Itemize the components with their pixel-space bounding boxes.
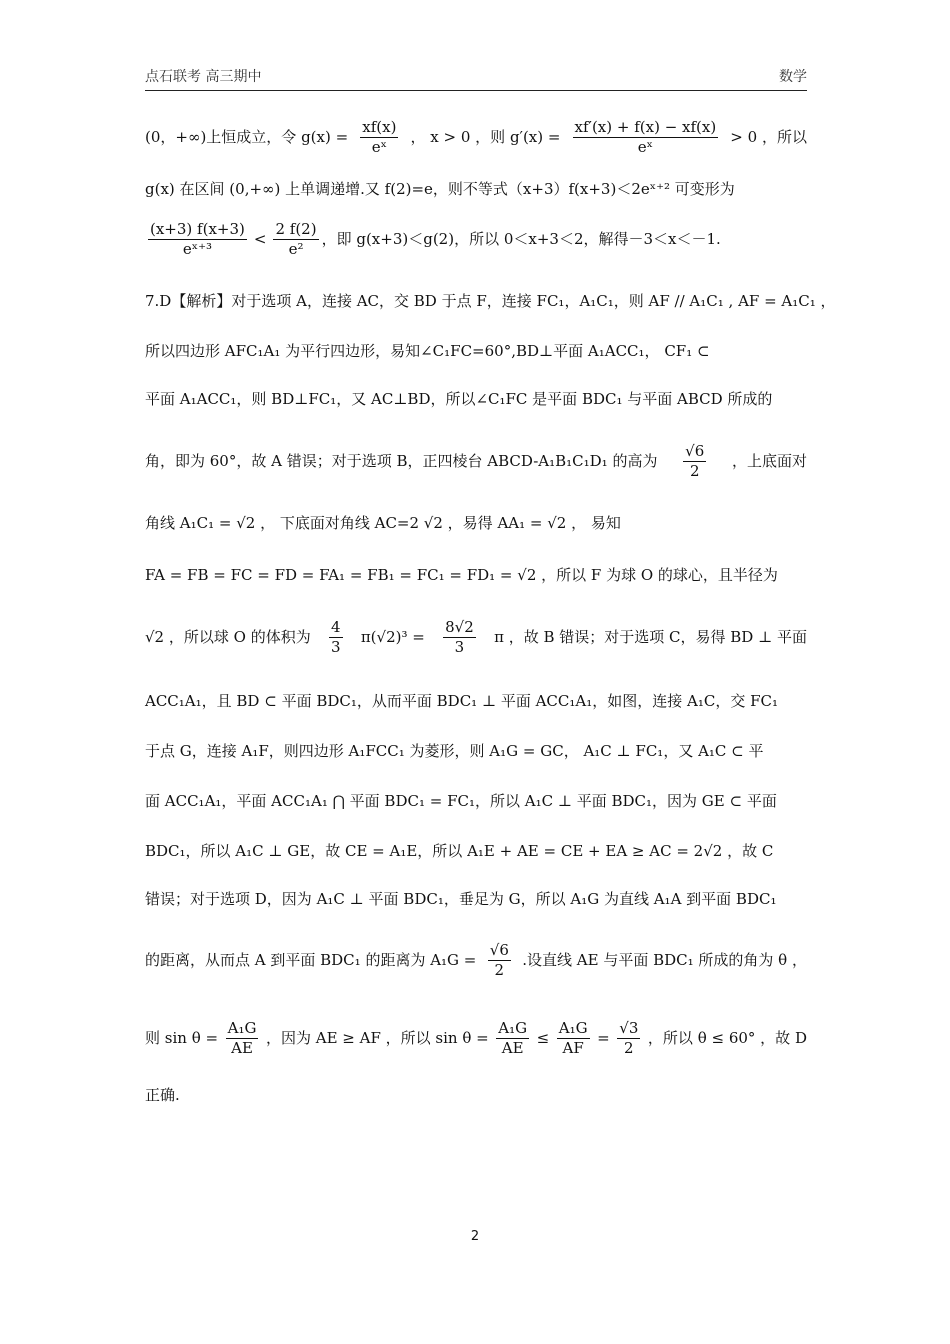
text-line-3 <box>145 214 807 264</box>
line-7-seg: ，上底面对 <box>731 451 807 470</box>
line-16-seg: 的距离，从而点 A 到平面 BDC₁ 的距离为 A₁G = <box>145 950 477 969</box>
fraction <box>329 617 343 656</box>
text-line-16 <box>145 932 807 988</box>
text-line-10 <box>145 612 807 662</box>
fraction-den: eˣ <box>637 137 653 156</box>
fraction-num: A₁G <box>558 1018 588 1037</box>
line-16-seg: .设直线 AE 与平面 BDC₁ 所成的角为 θ ， <box>522 950 807 969</box>
line-7-seg: 角，即为 60°，故 A 错误；对于选项 B，正四棱台 ABCD-A₁B₁C₁D₁ 的高为 <box>145 451 658 470</box>
fraction <box>683 441 706 480</box>
text-line-8: 角线 A₁C₁ = √2 ， 下底面对角线 AC=2 √2 ，易得 AA₁ = √2 ， 易知 <box>145 513 621 532</box>
text-line-4: 7.D【解析】对于选项 A，连接 AC，交 BD 于点 F，连接 FC₁，A₁C₁，则 AF // A₁C₁ , AF = A₁C₁ ， <box>145 291 836 310</box>
line-17-seg: 则 sin θ = <box>145 1028 219 1047</box>
fraction-den: 2 <box>624 1038 634 1057</box>
line-3-seg: ，即 g(x+3)＜g(2)，所以 0＜x+3＜2，解得－3＜x＜－1. <box>321 229 721 248</box>
fraction-num: √6 <box>489 940 509 959</box>
text-line-17 <box>145 1010 807 1066</box>
fraction-num: (x+3) f(x+3) <box>150 219 245 238</box>
fraction <box>443 617 476 656</box>
fraction <box>226 1018 259 1057</box>
fraction-den: e² <box>288 239 304 258</box>
line-17-seg: = <box>597 1028 610 1047</box>
fraction-num: xf′(x) + f(x) − xf(x) <box>574 117 717 136</box>
fraction <box>617 1018 640 1057</box>
text-line-7 <box>145 436 807 486</box>
fraction-den: 2 <box>689 461 700 480</box>
text-line-6: 平面 A₁ACC₁，则 BD⊥FC₁，又 AC⊥BD，所以∠C₁FC 是平面 BDC₁ 与平面 ABCD 所成的 <box>145 389 773 408</box>
line-1-seg: (0，+∞)上恒成立，令 g(x) = <box>145 127 349 146</box>
fraction-num: xf(x) <box>362 117 397 136</box>
text-line-2: g(x) 在区间 (0,+∞) 上单调递增.又 f(2)=e，则不等式（x+3）f(x+3)＜2eˣ⁺² 可变形为 <box>145 179 735 198</box>
text-line-14: BDC₁，所以 A₁C ⊥ GE，故 CE = A₁E，所以 A₁E + AE = CE + EA ≥ AC = 2√2 ，故 C <box>145 841 774 860</box>
fraction-num: A₁G <box>498 1018 528 1037</box>
line-1-seg: ， x > 0 ，则 g′(x) = <box>410 127 561 146</box>
fraction-den: 3 <box>331 637 341 656</box>
fraction-num: A₁G <box>227 1018 257 1037</box>
fraction-num: √6 <box>685 441 705 460</box>
line-1-seg: > 0 ，所以 <box>730 127 807 146</box>
fraction <box>148 219 247 258</box>
fraction-den: AF <box>562 1038 584 1057</box>
text-line-11: ACC₁A₁，且 BD ⊂ 平面 BDC₁，从而平面 BDC₁ ⊥ 平面 ACC₁A₁，如图，连接 A₁C，交 FC₁ <box>145 691 778 710</box>
fraction-num: 8√2 <box>445 617 474 636</box>
fraction-den: AE <box>501 1038 524 1057</box>
fraction <box>273 219 318 258</box>
fraction-den: eˣ <box>371 137 387 156</box>
line-10-seg: π ，故 B 错误；对于选项 C，易得 BD ⊥ 平面 <box>494 627 807 646</box>
fraction-num: 4 <box>331 617 341 636</box>
text-line-13: 面 ACC₁A₁，平面 ACC₁A₁ ⋂ 平面 BDC₁ = FC₁，所以 A₁C ⊥ 平面 BDC₁，因为 GE ⊂ 平面 <box>145 791 777 810</box>
line-3-seg: < <box>253 229 267 248</box>
text-line-18: 正确. <box>145 1085 180 1104</box>
header-right: 数学 <box>779 69 807 85</box>
fraction-num: √3 <box>619 1018 639 1037</box>
text-line-15: 错误；对于选项 D，因为 A₁C ⊥ 平面 BDC₁，垂足为 G，所以 A₁G 为直线 A₁A 到平面 BDC₁ <box>145 889 777 908</box>
fraction-den: 2 <box>494 960 505 979</box>
fraction-num: 2 f(2) <box>275 219 317 238</box>
text-line-12: 于点 G，连接 A₁F，则四边形 A₁FCC₁ 为菱形，则 A₁G = GC， A₁C ⊥ FC₁，又 A₁C ⊂ 平 <box>145 741 764 760</box>
fraction <box>557 1018 590 1057</box>
fraction <box>496 1018 529 1057</box>
fraction-den: 3 <box>454 637 465 656</box>
line-10-seg: π(√2)³ = <box>360 627 425 646</box>
fraction <box>360 117 398 156</box>
line-17-seg: ，所以 θ ≤ 60° ，故 D <box>647 1028 807 1047</box>
fraction <box>488 940 511 979</box>
fraction-den: eˣ⁺³ <box>182 239 213 258</box>
text-line-9: FA = FB = FC = FD = FA₁ = FB₁ = FC₁ = FD₁ = √2 ，所以 F 为球 O 的球心，且半径为 <box>145 565 778 584</box>
fraction <box>573 117 719 156</box>
fraction-den: AE <box>231 1038 253 1057</box>
text-line-1 <box>145 112 807 162</box>
header-left: 点石联考 高三期中 <box>145 69 262 85</box>
page-header <box>145 66 807 91</box>
line-17-seg: ，因为 AE ≥ AF ，所以 sin θ = <box>265 1028 489 1047</box>
page-number: 2 <box>470 1229 480 1244</box>
line-17-seg: ≤ <box>536 1028 550 1047</box>
line-10-seg: √2 ，所以球 O 的体积为 <box>145 627 311 646</box>
text-line-5: 所以四边形 AFC₁A₁ 为平行四边形，易知∠C₁FC=60°,BD⊥平面 A₁ACC₁， CF₁ ⊂ <box>145 341 710 360</box>
